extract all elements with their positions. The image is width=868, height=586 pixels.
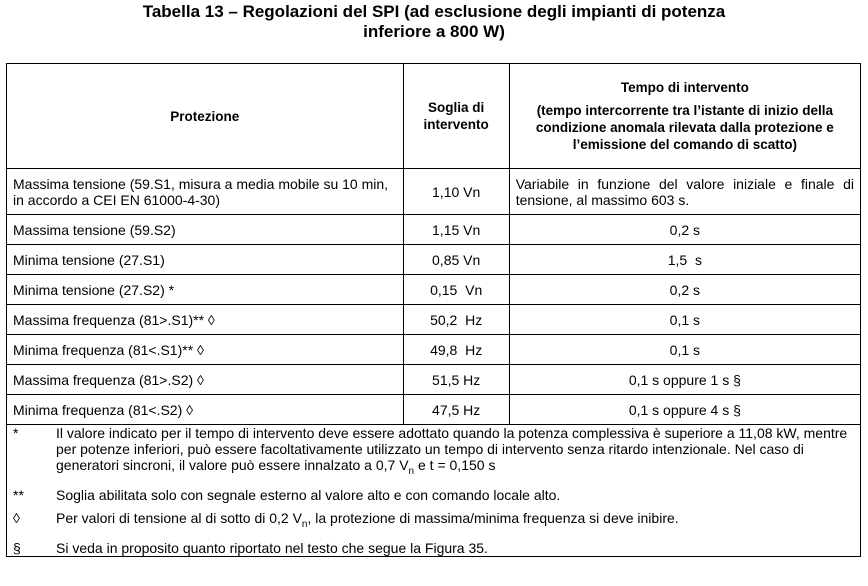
- table-row: [7, 245, 861, 275]
- header-tempo-sub: (tempo intercorrente tra l’istante di inizio della condizione anomala rilevata dalla protezione e l’emissione del comando di scatto): [535, 103, 834, 152]
- cell-soglia: 51,5 Hz: [403, 365, 509, 395]
- cell-soglia: 47,5 Hz: [403, 395, 509, 425]
- cell-tempo: 0,1 s oppure 1 s §: [509, 365, 860, 395]
- table-row: [7, 335, 861, 365]
- note-text: [56, 510, 854, 533]
- table-row: [7, 305, 861, 335]
- cell-tempo: 0,1 s: [509, 305, 860, 335]
- cell-protezione: Minima tensione (27.S2) *: [7, 275, 404, 305]
- cell-soglia: 0,15 Vn: [403, 275, 509, 305]
- cell-protezione: Massima frequenza (81>.S2) ◊: [7, 365, 404, 395]
- note-symbol: *: [13, 425, 19, 441]
- cell-protezione: Minima frequenza (81<.S2) ◊: [7, 395, 404, 425]
- note-item: [13, 510, 854, 533]
- note-item: [13, 487, 854, 503]
- cell-soglia: 1,10 Vn: [403, 169, 509, 215]
- note-symbol: **: [13, 486, 24, 503]
- note-text-before: Per valori di tensione al di sotto di 0,2 V: [56, 509, 302, 526]
- table-row: [7, 169, 861, 215]
- note-symbol: ◊: [13, 509, 20, 526]
- note-item: [13, 425, 854, 480]
- spi-settings-table: [6, 63, 861, 557]
- cell-protezione: Massima tensione (59.S2): [7, 215, 404, 245]
- header-tempo-main: Tempo di intervento: [620, 80, 749, 95]
- notes-cell: [7, 425, 861, 557]
- table-row: [7, 215, 861, 245]
- header-soglia-line-2: intervento: [423, 117, 489, 132]
- header-soglia-line-1: Soglia di: [428, 100, 485, 115]
- table-header-row: [7, 64, 861, 169]
- table-title-line-2: inferiore a 800 W): [363, 22, 505, 41]
- cell-soglia: 49,8 Hz: [403, 335, 509, 365]
- note-text-after: , la protezione di massima/minima frequenza si deve inibire.: [307, 509, 679, 526]
- header-protezione: Protezione: [7, 64, 404, 169]
- note-text-before: Il valore indicato per il tempo di intervento deve essere adottato quando la potenza complessiva è superiore a 11,08 kW, mentre per potenze inferiori, può essere facoltativamente utilizzato un tempo di intervento senza ritardo intenzionale. Nel caso di generatori sincroni, il valore può essere innalzato a 0,7 V: [56, 425, 848, 473]
- note-text: [56, 425, 854, 480]
- cell-soglia: 1,15 Vn: [403, 215, 509, 245]
- table-row: [7, 395, 861, 425]
- notes-row: [7, 425, 861, 557]
- note-subscript: n: [301, 518, 308, 530]
- note-symbol: §: [13, 539, 21, 556]
- cell-tempo: 1,5 s: [509, 245, 860, 275]
- cell-tempo: Variabile in funzione del valore iniziale e finale di tensione, al massimo 603 s.: [509, 169, 860, 215]
- table-row: [7, 365, 861, 395]
- cell-protezione: Massima tensione (59.S1, misura a media mobile su 10 min, in accordo a CEI EN 61000-4-30): [7, 169, 404, 215]
- note-text: Soglia abilitata solo con segnale esterno al valore alto e con comando locale alto.: [56, 486, 561, 503]
- note-item: [13, 540, 854, 556]
- cell-protezione: Massima frequenza (81>.S1)** ◊: [7, 305, 404, 335]
- cell-tempo: 0,1 s: [509, 335, 860, 365]
- cell-protezione: Minima tensione (27.S1): [7, 245, 404, 275]
- cell-soglia: 50,2 Hz: [403, 305, 509, 335]
- table-title: [0, 2, 868, 42]
- table-title-line-1: Tabella 13 – Regolazioni del SPI (ad esclusione degli impianti di potenza: [142, 2, 726, 21]
- note-subscript: n: [408, 465, 415, 477]
- cell-soglia: 0,85 Vn: [403, 245, 509, 275]
- header-soglia: [403, 64, 509, 169]
- cell-tempo: 0,1 s oppure 4 s §: [509, 395, 860, 425]
- cell-tempo: 0,2 s: [509, 275, 860, 305]
- note-text: Si veda in proposito quanto riportato nel testo che segue la Figura 35.: [56, 539, 488, 556]
- table-row: [7, 275, 861, 305]
- note-text-after: e t = 0,150 s: [414, 457, 496, 473]
- header-tempo: [509, 64, 860, 169]
- cell-tempo: 0,2 s: [509, 215, 860, 245]
- cell-protezione: Minima frequenza (81<.S1)** ◊: [7, 335, 404, 365]
